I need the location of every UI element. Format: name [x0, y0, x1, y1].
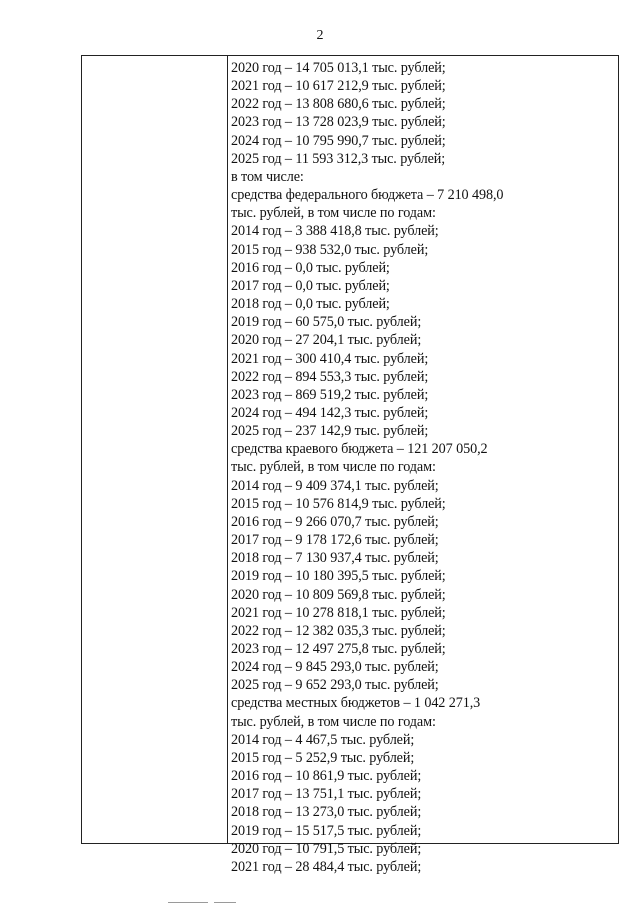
page-number: 2 [316, 28, 324, 43]
text-line: 2016 год – 10 861,9 тыс. рублей; [231, 768, 422, 785]
text-line: 2019 год – 60 575,0 тыс. рублей; [231, 314, 422, 331]
text-line: 2014 год – 4 467,5 тыс. рублей; [231, 731, 415, 748]
funding-table [81, 55, 619, 875]
text-line: 2022 год – 13 808 680,6 тыс. рублей; [231, 96, 446, 113]
text-line: 2017 год – 9 178 172,6 тыс. рублей; [231, 532, 439, 549]
text-line: средства краевого бюджета – 121 207 050,2 [231, 441, 488, 458]
text-line: 2018 год – 13 273,0 тыс. рублей; [231, 804, 422, 821]
text-line: 2023 год – 13 728 023,9 тыс. рублей; [231, 114, 446, 131]
text-line: средства федерального бюджета – 7 210 498,0 [231, 187, 504, 204]
text-line: 2021 год – 10 617 212,9 тыс. рублей; [231, 78, 446, 95]
text-line: средства местных бюджетов – 1 042 271,3 [231, 695, 481, 712]
text-line: 2016 год – 9 266 070,7 тыс. рублей; [231, 513, 439, 530]
text-line: 2024 год – 494 142,3 тыс. рублей; [231, 404, 429, 421]
text-line: 2018 год – 7 130 937,4 тыс. рублей; [231, 550, 439, 567]
text-line: 2020 год – 27 204,1 тыс. рублей; [231, 332, 422, 349]
text-line: 2016 год – 0,0 тыс. рублей; [231, 259, 390, 276]
text-line: 2020 год – 10 791,5 тыс. рублей; [231, 840, 422, 857]
text-line: 2015 год – 10 576 814,9 тыс. рублей; [231, 495, 446, 512]
table-left-cell [82, 56, 227, 843]
text-line: 2019 год – 10 180 395,5 тыс. рублей; [231, 568, 446, 585]
text-line: 2017 год – 13 751,1 тыс. рублей; [231, 786, 422, 803]
text-line: 2021 год – 10 278 818,1 тыс. рублей; [231, 604, 446, 621]
text-line: тыс. рублей, в том числе по годам: [231, 205, 436, 222]
text-line: 2025 год – 237 142,9 тыс. рублей; [231, 423, 429, 440]
text-line: 2021 год – 300 410,4 тыс. рублей; [231, 350, 429, 367]
text-line: 2014 год – 9 409 374,1 тыс. рублей; [231, 477, 439, 494]
table-right-cell [231, 59, 616, 876]
text-line: 2017 год – 0,0 тыс. рублей; [231, 277, 390, 294]
scan-edge-mark [214, 902, 236, 903]
text-line: 2020 год – 14 705 013,1 тыс. рублей; [231, 60, 446, 76]
text-line: 2015 год – 5 252,9 тыс. рублей; [231, 749, 415, 766]
text-line: тыс. рублей, в том числе по годам: [231, 713, 436, 730]
text-line: 2025 год – 9 652 293,0 тыс. рублей; [231, 677, 439, 694]
text-line: 2024 год – 9 845 293,0 тыс. рублей; [231, 659, 439, 676]
text-line: в том числе: [231, 168, 304, 185]
text-line: 2023 год – 869 519,2 тыс. рублей; [231, 386, 429, 403]
text-line: 2022 год – 12 382 035,3 тыс. рублей; [231, 622, 446, 639]
text-line: 2021 год – 28 484,4 тыс. рублей; [231, 858, 422, 875]
text-line: 2015 год – 938 532,0 тыс. рублей; [231, 241, 429, 258]
text-line: 2020 год – 10 809 569,8 тыс. рублей; [231, 586, 446, 603]
column-divider [227, 56, 228, 843]
text-line: 2014 год – 3 388 418,8 тыс. рублей; [231, 223, 439, 240]
text-line: тыс. рублей, в том числе по годам: [231, 459, 436, 476]
text-line: 2022 год – 894 553,3 тыс. рублей; [231, 368, 429, 385]
scan-edge-mark [168, 902, 208, 903]
text-line: 2024 год – 10 795 990,7 тыс. рублей; [231, 132, 446, 149]
text-line: 2025 год – 11 593 312,3 тыс. рублей; [231, 150, 446, 167]
text-line: 2018 год – 0,0 тыс. рублей; [231, 296, 390, 313]
text-line: 2023 год – 12 497 275,8 тыс. рублей; [231, 641, 446, 657]
text-line: 2019 год – 15 517,5 тыс. рублей; [231, 822, 422, 839]
